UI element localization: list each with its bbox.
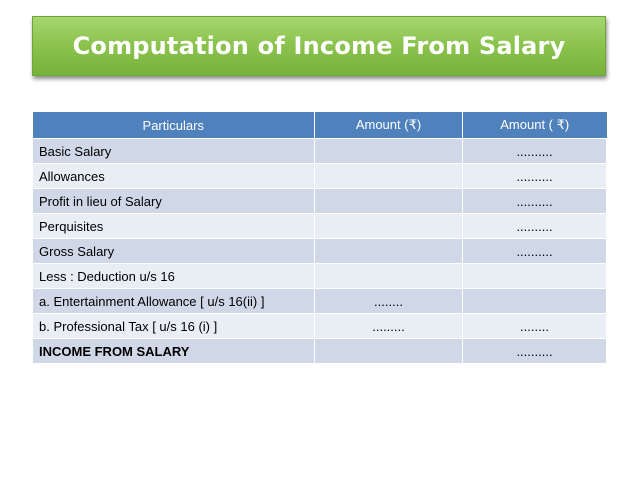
row-label: b. Professional Tax [ u/s 16 (i) ] — [33, 314, 315, 339]
row-label: Allowances — [33, 164, 315, 189]
row-amount-2: ........ — [463, 314, 607, 339]
table-row — [33, 264, 607, 289]
table-row — [33, 289, 607, 314]
row-amount-1 — [315, 164, 463, 189]
row-amount-2: .......... — [463, 339, 607, 364]
table-row — [33, 239, 607, 264]
row-label: Basic Salary — [33, 139, 315, 164]
row-amount-1 — [315, 214, 463, 239]
row-amount-2 — [463, 264, 607, 289]
row-label: Perquisites — [33, 214, 315, 239]
row-label: a. Entertainment Allowance [ u/s 16(ii) ] — [33, 289, 315, 314]
row-amount-1: ........ — [315, 289, 463, 314]
header-amount-2: Amount ( ₹) — [463, 112, 607, 139]
table-row — [33, 314, 607, 339]
table-row — [33, 214, 607, 239]
row-amount-1 — [315, 264, 463, 289]
row-amount-1 — [315, 239, 463, 264]
slide-title: Computation of Income From Salary — [72, 32, 566, 60]
row-amount-2: .......... — [463, 164, 607, 189]
title-banner — [32, 16, 606, 76]
table-row — [33, 164, 607, 189]
row-amount-2: .......... — [463, 239, 607, 264]
row-amount-1 — [315, 339, 463, 364]
row-amount-2: .......... — [463, 189, 607, 214]
header-particulars: Particulars — [33, 112, 315, 139]
row-amount-1 — [315, 139, 463, 164]
row-amount-2: .......... — [463, 139, 607, 164]
row-label: INCOME FROM SALARY — [33, 339, 315, 364]
row-amount-1 — [315, 189, 463, 214]
header-amount-1: Amount (₹) — [315, 112, 463, 139]
row-amount-2 — [463, 289, 607, 314]
row-amount-1: ......... — [315, 314, 463, 339]
table-header-row — [33, 112, 607, 139]
row-label: Gross Salary — [33, 239, 315, 264]
row-label: Less : Deduction u/s 16 — [33, 264, 315, 289]
table-row-total — [33, 339, 607, 364]
table-row — [33, 139, 607, 164]
salary-computation-table — [32, 112, 607, 364]
table-row — [33, 189, 607, 214]
row-label: Profit in lieu of Salary — [33, 189, 315, 214]
row-amount-2: .......... — [463, 214, 607, 239]
